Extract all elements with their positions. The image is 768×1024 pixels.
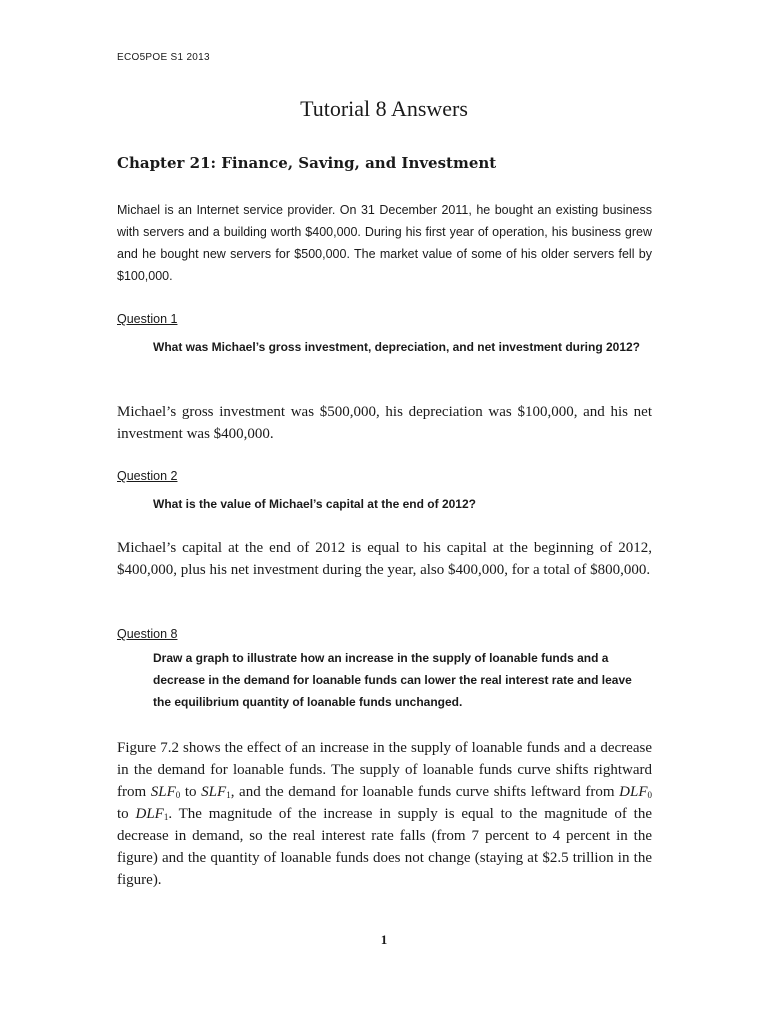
answer-text: to: [117, 806, 136, 822]
course-header: ECO5POE S1 2013: [117, 52, 210, 63]
dlf-label: DLF: [619, 784, 648, 800]
slf-label: SLF: [201, 784, 227, 800]
question-8-label: Question 8: [117, 627, 178, 641]
chapter-heading: Chapter 21: Finance, Saving, and Investment: [117, 154, 497, 172]
slf-label: SLF: [150, 784, 176, 800]
question-1-answer: Michael’s gross investment was $500,000, his depreciation was $100,000, and his net investment was $400,000.: [117, 404, 652, 442]
subscript: 0: [647, 790, 652, 800]
question-2-label: Question 2: [117, 469, 178, 483]
page-title: Tutorial 8 Answers: [300, 96, 468, 121]
answer-text: . The magnitude of the increase in supply is equal to the magnitude of the decrease in demand, so the real interest rate falls (from 7 percent to 4 percent in the figure) and the quantity of loanable funds does not change (staying at $2.5 trillion in the figure).: [117, 806, 653, 888]
dlf-label: DLF: [135, 806, 164, 822]
subscript: 1: [226, 790, 231, 800]
intro-paragraph: Michael is an Internet service provider. On 31 December 2011, he bought an existing business with servers and a building worth $400,000. During his first year of operation, his business grew and he bought new servers for $500,000. The market value of some of his older servers fell by $100,000.: [117, 203, 652, 283]
question-2-answer: Michael’s capital at the end of 2012 is equal to his capital at the beginning of 2012, $400,000, plus his net investment during the year, also $400,000, for a total of $800,000.: [117, 540, 652, 578]
question-1-text: What was Michael’s gross investment, depreciation, and net investment during 2012?: [153, 340, 641, 354]
subscript: 0: [175, 790, 181, 800]
question-8-text: Draw a graph to illustrate how an increase in the supply of loanable funds and a decrease in the demand for loanable funds can lower the real interest rate and leave the equilibrium quantity of loanable funds unchanged.: [153, 651, 632, 709]
answer-text: Figure 7.2 shows the effect of an increase in the supply of loanable funds and a decrease in the demand for loanable funds. The supply of loanable funds curve shifts rightward from: [117, 740, 652, 800]
subscript: 1: [163, 812, 169, 822]
question-8-answer: [117, 737, 652, 891]
answer-text: , and the demand for loanable funds curve shifts leftward from: [230, 784, 620, 800]
answer-text: to: [180, 784, 202, 800]
question-2-text: What is the value of Michael’s capital at the end of 2012?: [153, 497, 476, 511]
page-number: 1: [380, 932, 388, 947]
question-1-label: Question 1: [117, 312, 178, 326]
